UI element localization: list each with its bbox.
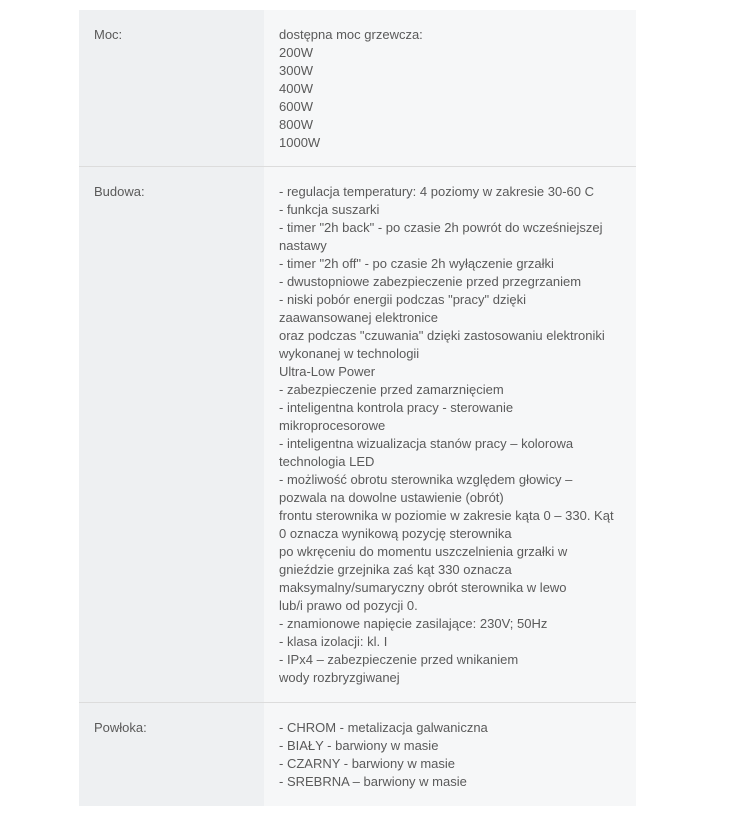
spec-line: - CHROM - metalizacja galwaniczna [279,720,488,735]
spec-line: - inteligentna wizualizacja stanów pracy – kolorowa [279,436,574,451]
spec-line: - CZARNY - barwiony w masie [279,756,456,771]
spec-line: oraz podczas "czuwania" dzięki zastosowaniu elektroniki [279,328,605,343]
spec-line: 0 oznacza wynikową pozycję sterownika [279,526,512,541]
spec-value [264,703,636,806]
spec-line: frontu sterownika w poziomie w zakresie kąta 0 – 330. Kąt [279,508,614,523]
spec-line: po wkręceniu do momentu uszczelnienia grzałki w [279,544,568,559]
spec-line: - IPx4 – zabezpieczenie przed wnikaniem [279,652,519,667]
spec-label: Powłoka: [79,703,264,806]
spec-line: mikroprocesorowe [279,418,386,433]
spec-value [264,167,636,702]
spec-line: Ultra-Low Power [279,364,376,379]
spec-line: 200W [279,45,313,60]
spec-line: - regulacja temperatury: 4 poziomy w zakresie 30-60 C [279,184,595,199]
spec-line: - możliwość obrotu sterownika względem głowicy – [279,472,573,487]
spec-line: - SREBRNA – barwiony w masie [279,774,467,789]
spec-line: 800W [279,117,313,132]
spec-line: - niski pobór energii podczas "pracy" dzięki [279,292,526,307]
spec-line: zaawansowanej elektronice [279,310,438,325]
spec-line: wody rozbryzgiwanej [279,670,400,685]
spec-line: dostępna moc grzewcza: [279,27,423,42]
spec-line: nastawy [279,238,327,253]
spec-line: wykonanej w technologii [279,346,420,361]
spec-table [79,10,636,806]
spec-row-powloka [79,703,636,806]
spec-line: - timer "2h off" - po czasie 2h wyłączenie grzałki [279,256,554,271]
spec-line: 300W [279,63,313,78]
spec-label: Moc: [79,10,264,166]
spec-line: gnieździe grzejnika zaś kąt 330 oznacza [279,562,512,577]
spec-line: 400W [279,81,313,96]
spec-line: 1000W [279,135,321,150]
spec-line: - klasa izolacji: kl. I [279,634,388,649]
spec-line: - BIAŁY - barwiony w masie [279,738,439,753]
spec-line: - zabezpieczenie przed zamarznięciem [279,382,504,397]
spec-row-moc [79,10,636,167]
spec-line: - znamionowe napięcie zasilające: 230V; 50Hz [279,616,548,631]
spec-line: - funkcja suszarki [279,202,380,217]
spec-value [264,10,636,166]
spec-line: pozwala na dowolne ustawienie (obrót) [279,490,504,505]
spec-row-budowa [79,167,636,703]
spec-line: 600W [279,99,313,114]
spec-line: lub/i prawo od pozycji 0. [279,598,418,613]
spec-line: maksymalny/sumaryczny obrót sterownika w lewo [279,580,567,595]
spec-line: - timer "2h back" - po czasie 2h powrót do wcześniejszej [279,220,603,235]
spec-line: technologia LED [279,454,375,469]
spec-line: - inteligentna kontrola pracy - sterowanie [279,400,514,415]
spec-line: - dwustopniowe zabezpieczenie przed przegrzaniem [279,274,582,289]
spec-label: Budowa: [79,167,264,702]
